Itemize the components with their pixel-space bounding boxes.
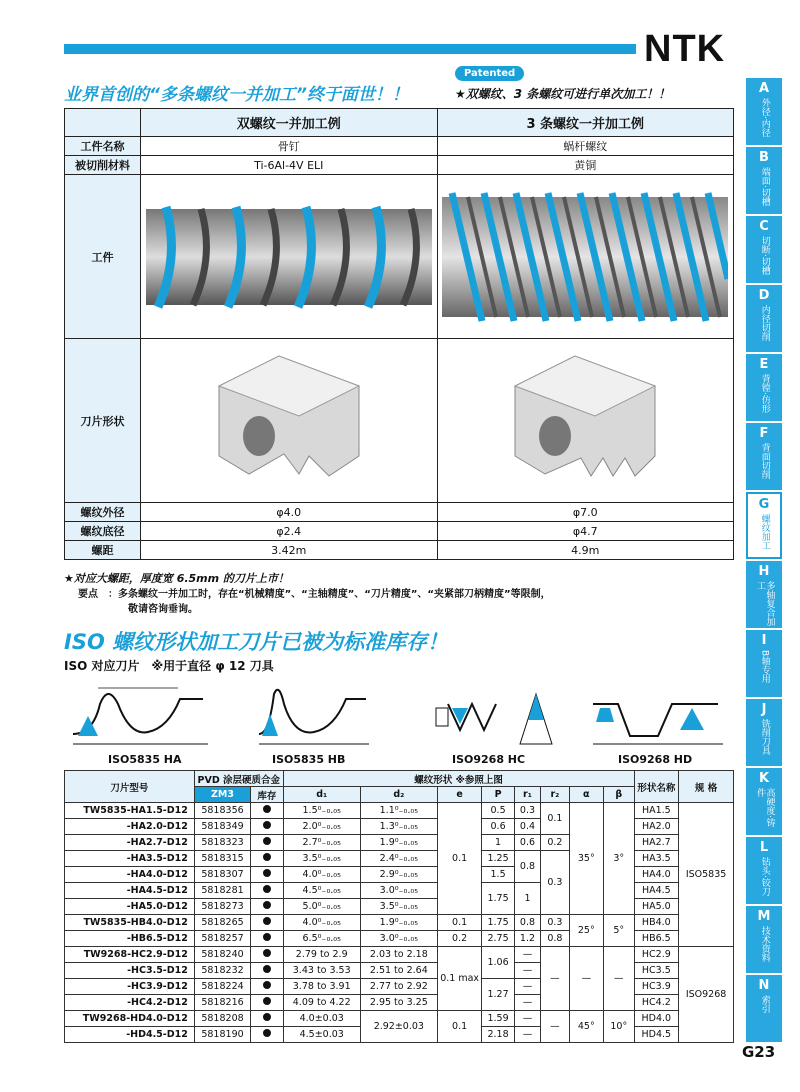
insert-model: -HA5.0-D12	[65, 899, 195, 915]
r1-value: 1.2	[514, 931, 540, 947]
table-row	[65, 851, 734, 867]
cell: 4.9m	[437, 541, 734, 560]
zm3-code: 5818190	[194, 1027, 250, 1043]
tab-letter: N	[758, 978, 770, 993]
row-label: 螺纹外径	[65, 503, 141, 522]
cell: Ti-6Al-4V ELI	[141, 156, 438, 175]
tab-letter: D	[758, 288, 770, 303]
workpiece-photo-triple	[437, 175, 734, 339]
header-rule	[64, 44, 636, 54]
stock-mark	[251, 899, 284, 915]
alpha-value: 35°	[569, 803, 603, 915]
spec-value: ISO9268	[679, 947, 734, 1043]
tab-label: 高硬度·铸件	[755, 787, 775, 827]
insert-model: TW5835-HA1.5-D12	[65, 803, 195, 819]
stock-mark	[251, 1027, 284, 1043]
section-tab-c[interactable]	[746, 216, 782, 283]
tab-label: 背面切削	[759, 442, 770, 479]
in-stock-dot-icon	[263, 981, 271, 989]
tab-letter: J	[761, 702, 767, 717]
col-p: P	[482, 787, 514, 803]
beta-value: 10°	[604, 1011, 634, 1043]
in-stock-dot-icon	[263, 853, 271, 861]
shape-name: HC4.2	[634, 995, 679, 1011]
insert-model: TW9268-HC2.9-D12	[65, 947, 195, 963]
tab-letter: B	[759, 150, 769, 165]
d2-value: 1.9⁰₋₀.₀₅	[360, 835, 437, 851]
zm3-code: 5818356	[194, 803, 250, 819]
alpha-value: 45°	[569, 1011, 603, 1043]
table-row	[65, 1011, 734, 1027]
in-stock-dot-icon	[263, 949, 271, 957]
p-value: 1.5	[482, 867, 514, 883]
p-value: 2.75	[482, 931, 514, 947]
r1-value: 0.3	[514, 803, 540, 819]
col-e: e	[437, 787, 481, 803]
tab-letter: K	[758, 771, 770, 786]
p-value: 1.75	[482, 915, 514, 931]
in-stock-dot-icon	[263, 997, 271, 1005]
r1-value: 0.8	[514, 915, 540, 931]
tab-letter: I	[761, 633, 767, 648]
caption-hc: ISO9268 HC	[452, 753, 526, 766]
stock-mark	[251, 963, 284, 979]
zm3-code: 5818208	[194, 1011, 250, 1027]
double-thread-screw-image	[146, 179, 432, 335]
col-d1: d₁	[283, 787, 360, 803]
col-stock: 库存	[251, 787, 284, 803]
stock-mark	[251, 803, 284, 819]
row-label: 工件	[65, 175, 141, 339]
d1-value: 4.5⁰₋₀.₀₅	[283, 883, 360, 899]
shape-name: HC3.5	[634, 963, 679, 979]
d1-value: 3.78 to 3.91	[283, 979, 360, 995]
shape-name: HA5.0	[634, 899, 679, 915]
shape-name: HA1.5	[634, 803, 679, 819]
tab-label: 螺纹加工	[759, 513, 770, 550]
section-tab-n[interactable]	[746, 975, 782, 1042]
section-tab-d[interactable]	[746, 285, 782, 352]
cell: 蜗杆螺纹	[437, 137, 734, 156]
caption-hd: ISO9268 HD	[618, 753, 693, 766]
page-number: G23	[742, 1043, 776, 1061]
d2-value: 1.9⁰₋₀.₀₅	[360, 915, 437, 931]
col-pvd: PVD 涂层硬质合金	[194, 771, 283, 787]
tab-letter: G	[758, 497, 770, 512]
insert-model: -HA4.0-D12	[65, 867, 195, 883]
stock-mark	[251, 835, 284, 851]
col-beta: β	[604, 787, 634, 803]
stock-mark	[251, 883, 284, 899]
col-r1: r₁	[514, 787, 540, 803]
shape-name: HA4.0	[634, 867, 679, 883]
tab-label: 多轴复合加工	[755, 580, 775, 626]
insert-model: -HA4.5-D12	[65, 883, 195, 899]
section-tab-k[interactable]	[746, 768, 782, 835]
shape-name: HA2.0	[634, 819, 679, 835]
in-stock-dot-icon	[263, 901, 271, 909]
section-tab-l[interactable]	[746, 837, 782, 904]
insert-photo-triple	[437, 339, 734, 503]
e-value: 0.2	[437, 931, 481, 947]
r2-value: 0.3	[541, 851, 569, 915]
section-tab-m[interactable]	[746, 906, 782, 973]
d2-value: 3.0⁰₋₀.₀₅	[360, 931, 437, 947]
tab-letter: C	[759, 219, 769, 234]
d1-value: 2.79 to 2.9	[283, 947, 360, 963]
table-row	[65, 899, 734, 915]
d1-value: 4.0⁰₋₀.₀₅	[283, 867, 360, 883]
insert-model: -HC4.2-D12	[65, 995, 195, 1011]
stock-mark	[251, 931, 284, 947]
r1-value: —	[514, 1011, 540, 1027]
section-tab-a[interactable]	[746, 78, 782, 145]
tab-label: 技术资料	[759, 925, 770, 962]
note-consult: 敬请咨询垂询。	[128, 604, 198, 615]
col-spec: 规 格	[679, 771, 734, 803]
triple-insert-image	[485, 346, 685, 496]
d1-value: 6.5⁰₋₀.₀₅	[283, 931, 360, 947]
col-d2: d₂	[360, 787, 437, 803]
tab-label: 端面·切槽	[759, 166, 770, 206]
in-stock-dot-icon	[263, 805, 271, 813]
headline: 业界首创的“多条螺纹一并加工”终于面世！！	[64, 85, 409, 105]
beta-value: —	[604, 947, 634, 1011]
col-r2: r₂	[541, 787, 569, 803]
row-label: 刀片形状	[65, 339, 141, 503]
tab-label: 钻头·铰刀	[759, 856, 770, 896]
zm3-code: 5818240	[194, 947, 250, 963]
row-label: 工件名称	[65, 137, 141, 156]
d1-value: 5.0⁰₋₀.₀₅	[283, 899, 360, 915]
tab-label: B轴专用	[759, 649, 770, 683]
d2-value: 2.03 to 2.18	[360, 947, 437, 963]
d1-value: 3.5⁰₋₀.₀₅	[283, 851, 360, 867]
d2-value: 3.5⁰₋₀.₀₅	[360, 899, 437, 915]
d2-value: 2.9⁰₋₀.₀₅	[360, 867, 437, 883]
col-zm3: ZM3	[194, 787, 250, 803]
patented-badge: Patented	[455, 66, 524, 81]
zm3-code: 5818265	[194, 915, 250, 931]
note-large-pitch: ★对应大螺距，厚度宽 6.5mm 的刀片上市！	[64, 572, 289, 585]
d1-value: 4.09 to 4.22	[283, 995, 360, 1011]
r1-value: 0.6	[514, 835, 540, 851]
col-shape: 螺纹形状 ※参照上图	[283, 771, 634, 787]
e-value: 0.1 max	[437, 947, 481, 1011]
cell: 骨钉	[141, 137, 438, 156]
cell: φ4.7	[437, 522, 734, 541]
e-value: 0.1	[437, 803, 481, 915]
shape-name: HA2.7	[634, 835, 679, 851]
shape-name: HA3.5	[634, 851, 679, 867]
section-tab-h[interactable]	[746, 561, 782, 628]
section-tab-b[interactable]	[746, 147, 782, 214]
insert-model: -HA3.5-D12	[65, 851, 195, 867]
tab-letter: M	[757, 909, 771, 924]
hb-profile-diagram	[254, 674, 374, 752]
col-shape-name: 形状名称	[634, 771, 679, 803]
insert-photo-double	[141, 339, 438, 503]
cell: φ4.0	[141, 503, 438, 522]
stock-mark	[251, 979, 284, 995]
in-stock-dot-icon	[263, 965, 271, 973]
shape-name: HD4.0	[634, 1011, 679, 1027]
p-value: 0.5	[482, 803, 514, 819]
shape-name: HB6.5	[634, 931, 679, 947]
d2-value: 2.92±0.03	[360, 1011, 437, 1043]
r2-value: 0.1	[541, 803, 569, 835]
shape-name: HB4.0	[634, 915, 679, 931]
table-row	[65, 995, 734, 1011]
insert-model: TW9268-HD4.0-D12	[65, 1011, 195, 1027]
stock-mark	[251, 995, 284, 1011]
insert-model: -HC3.9-D12	[65, 979, 195, 995]
col-header-double: 双螺纹一并加工例	[141, 109, 438, 137]
corner-cell	[65, 109, 141, 137]
iso-insert-table	[64, 770, 734, 1043]
in-stock-dot-icon	[263, 821, 271, 829]
zm3-code: 5818232	[194, 963, 250, 979]
alpha-value: —	[569, 947, 603, 1011]
r1-value: 0.8	[514, 851, 540, 883]
in-stock-dot-icon	[263, 917, 271, 925]
iso-banner: ISO 螺纹形状加工刀片已被为标准库存！	[64, 630, 449, 654]
in-stock-dot-icon	[263, 1013, 271, 1021]
shape-name: HA4.5	[634, 883, 679, 899]
tab-label: 铣削刀具	[759, 718, 770, 755]
col-alpha: α	[569, 787, 603, 803]
r2-value: 0.8	[541, 931, 569, 947]
r1-value: —	[514, 1027, 540, 1043]
zm3-code: 5818281	[194, 883, 250, 899]
d2-value: 2.4⁰₋₀.₀₅	[360, 851, 437, 867]
d2-value: 2.77 to 2.92	[360, 979, 437, 995]
e-value: 0.1	[437, 915, 481, 931]
brand-logo: NTK	[644, 28, 726, 70]
cell: φ2.4	[141, 522, 438, 541]
p-value: 0.6	[482, 819, 514, 835]
in-stock-dot-icon	[263, 933, 271, 941]
in-stock-dot-icon	[263, 1029, 271, 1037]
section-tabs	[746, 78, 782, 1044]
beta-value: 5°	[604, 915, 634, 947]
row-label: 螺距	[65, 541, 141, 560]
d1-value: 2.0⁰₋₀.₀₅	[283, 819, 360, 835]
stock-mark	[251, 947, 284, 963]
p-value: 1.27	[482, 979, 514, 1011]
d1-value: 4.0±0.03	[283, 1011, 360, 1027]
table-row	[65, 835, 734, 851]
table-row	[65, 947, 734, 963]
row-label: 螺纹底径	[65, 522, 141, 541]
d2-value: 1.3⁰₋₀.₀₅	[360, 819, 437, 835]
r1-value: —	[514, 995, 540, 1011]
p-value: 1.59	[482, 1011, 514, 1027]
d2-value: 2.95 to 3.25	[360, 995, 437, 1011]
note-key-point: 要点 ：多条螺纹一并加工时，存在“机械精度”、“主轴精度”、“刀片精度”、“夹紧部刀柄精度”等限制，	[78, 589, 551, 600]
insert-model: -HB6.5-D12	[65, 931, 195, 947]
shape-name: HD4.5	[634, 1027, 679, 1043]
in-stock-dot-icon	[263, 885, 271, 893]
triple-thread-worm-image	[442, 179, 728, 335]
zm3-code: 5818349	[194, 819, 250, 835]
caption-hb: ISO5835 HB	[272, 753, 346, 766]
section-tab-j[interactable]	[746, 699, 782, 766]
tab-letter: A	[758, 81, 770, 96]
in-stock-dot-icon	[263, 837, 271, 845]
r1-value: 1	[514, 883, 540, 915]
d2-value: 2.51 to 2.64	[360, 963, 437, 979]
cell: 黄铜	[437, 156, 734, 175]
tab-letter: L	[759, 840, 769, 855]
section-tab-i[interactable]	[746, 630, 782, 697]
section-tab-g[interactable]	[746, 492, 782, 559]
subheadline: ★双螺纹、3 条螺纹可进行单次加工！！	[455, 87, 671, 101]
r1-value: —	[514, 979, 540, 995]
p-value: 1.25	[482, 851, 514, 867]
tab-label: 切断·切槽	[759, 235, 770, 275]
row-label: 被切削材料	[65, 156, 141, 175]
stock-mark	[251, 819, 284, 835]
beta-value: 3°	[604, 803, 634, 915]
d1-value: 1.5⁰₋₀.₀₅	[283, 803, 360, 819]
table-row	[65, 867, 734, 883]
d1-value: 3.43 to 3.53	[283, 963, 360, 979]
table-row	[65, 883, 734, 899]
d1-value: 4.0⁰₋₀.₀₅	[283, 915, 360, 931]
hd-profile-diagram	[588, 674, 728, 752]
spec-value: ISO5835	[679, 803, 734, 947]
insert-model: -HA2.0-D12	[65, 819, 195, 835]
in-stock-dot-icon	[263, 869, 271, 877]
table-row	[65, 979, 734, 995]
tab-label: 外径·内径	[759, 97, 770, 137]
caption-ha: ISO5835 HA	[108, 753, 182, 766]
section-tab-f[interactable]	[746, 423, 782, 490]
r1-value: —	[514, 947, 540, 963]
d2-value: 3.0⁰₋₀.₀₅	[360, 883, 437, 899]
stock-mark	[251, 1011, 284, 1027]
table-row	[65, 963, 734, 979]
tab-label: 索引	[759, 994, 770, 1013]
r2-value: 0.3	[541, 915, 569, 931]
tab-letter: E	[759, 357, 769, 372]
stock-mark	[251, 851, 284, 867]
tab-label: 内径切削	[759, 304, 770, 341]
insert-model: -HD4.5-D12	[65, 1027, 195, 1043]
p-value: 2.18	[482, 1027, 514, 1043]
insert-model: -HC3.5-D12	[65, 963, 195, 979]
workpiece-photo-double	[141, 175, 438, 339]
col-model: 刀片型号	[65, 771, 195, 803]
p-value: 1.06	[482, 947, 514, 979]
table-row	[65, 803, 734, 819]
zm3-code: 5818257	[194, 931, 250, 947]
r2-value: 0.2	[541, 835, 569, 851]
r2-value: —	[541, 1011, 569, 1043]
insert-model: -HA2.7-D12	[65, 835, 195, 851]
zm3-code: 5818315	[194, 851, 250, 867]
zm3-code: 5818224	[194, 979, 250, 995]
r1-value: —	[514, 963, 540, 979]
tab-letter: F	[759, 426, 769, 441]
r2-value: —	[541, 947, 569, 1011]
shape-name: HC3.9	[634, 979, 679, 995]
shape-name: HC2.9	[634, 947, 679, 963]
r1-value: 0.4	[514, 819, 540, 835]
iso-subtitle: ISO 对应刀片 ※用于直径 φ 12 刀具	[64, 659, 274, 673]
insert-model: TW5835-HB4.0-D12	[65, 915, 195, 931]
table-row	[65, 819, 734, 835]
d2-value: 1.1⁰₋₀.₀₅	[360, 803, 437, 819]
table-row	[65, 915, 734, 931]
zm3-code: 5818323	[194, 835, 250, 851]
cell: 3.42m	[141, 541, 438, 560]
stock-mark	[251, 915, 284, 931]
p-value: 1	[482, 835, 514, 851]
zm3-code: 5818307	[194, 867, 250, 883]
table-row	[65, 931, 734, 947]
col-header-triple: 3 条螺纹一并加工例	[437, 109, 734, 137]
stock-mark	[251, 867, 284, 883]
double-insert-image	[189, 346, 389, 496]
hc-profile-diagram	[424, 674, 564, 752]
tab-label: 背镗·仿形	[759, 373, 770, 413]
d1-value: 4.5±0.03	[283, 1027, 360, 1043]
tab-letter: H	[758, 564, 770, 579]
cell: φ7.0	[437, 503, 734, 522]
e-value: 0.1	[437, 1011, 481, 1043]
p-value: 1.75	[482, 883, 514, 915]
d1-value: 2.7⁰₋₀.₀₅	[283, 835, 360, 851]
zm3-code: 5818273	[194, 899, 250, 915]
alpha-value: 25°	[569, 915, 603, 947]
ha-profile-diagram	[68, 674, 218, 752]
zm3-code: 5818216	[194, 995, 250, 1011]
section-tab-e[interactable]	[746, 354, 782, 421]
example-table	[64, 108, 734, 560]
